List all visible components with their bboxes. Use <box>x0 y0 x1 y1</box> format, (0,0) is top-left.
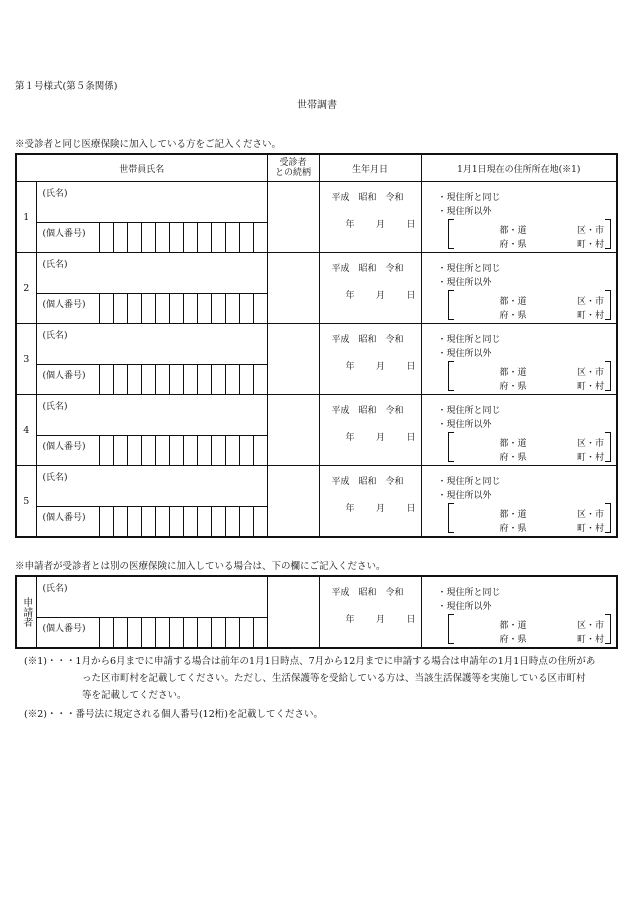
personal-number-label: (個人番号) <box>42 624 86 634</box>
ku-shi-label: 区・市 <box>577 297 605 307</box>
fu-ken-label: 府・県 <box>499 240 527 250</box>
same-address-option[interactable]: ・現住所と同じ <box>437 406 501 416</box>
digit-box[interactable] <box>183 618 197 647</box>
personal-number-label: (個人番号) <box>42 513 86 523</box>
digit-box[interactable] <box>211 436 225 465</box>
era-options[interactable]: 平成 昭和 令和 <box>331 264 404 274</box>
digit-box[interactable] <box>197 294 211 323</box>
personal-number-label: (個人番号) <box>42 300 86 310</box>
name-label: (氏名) <box>42 331 68 341</box>
right-bracket <box>605 219 611 249</box>
note-1-line-2: った区市町村を記載してください。ただし、生活保護等を受給している方は、当該生活保護等を実施している区市町村 <box>82 673 586 684</box>
row-number-2: 2 <box>16 253 36 324</box>
name-field[interactable] <box>36 395 267 436</box>
cho-son-label: 町・村 <box>577 382 605 392</box>
name-field[interactable] <box>36 182 267 223</box>
digit-box[interactable] <box>155 436 169 465</box>
ku-shi-label: 区・市 <box>577 226 605 236</box>
page-title: 世帯調書 <box>297 100 337 111</box>
era-options[interactable]: 平成 昭和 令和 <box>331 477 404 487</box>
address-field[interactable] <box>421 324 617 395</box>
to-do-label: 都・道 <box>499 368 527 378</box>
address-field[interactable] <box>421 253 617 324</box>
digit-box[interactable] <box>169 365 183 394</box>
digit-box[interactable] <box>183 294 197 323</box>
digit-box[interactable] <box>127 436 141 465</box>
fu-ken-label: 府・県 <box>499 635 527 645</box>
address-field[interactable] <box>421 182 617 253</box>
header-relationship <box>267 154 319 182</box>
day-label: 日 <box>406 362 416 372</box>
personal-number-field[interactable] <box>36 436 267 466</box>
digit-box[interactable] <box>225 294 239 323</box>
applicant-table <box>15 575 618 649</box>
digit-box[interactable] <box>169 618 183 647</box>
note-1-line-1: (※1)・・・1月から6月までに申請する場合は前年の1月1日時点、7月から12月までに申請する場合は申請年の1月1日時点の住所があ <box>24 656 596 667</box>
name-label: (氏名) <box>42 584 68 594</box>
address-field[interactable] <box>421 395 617 466</box>
relationship-field[interactable] <box>267 324 319 395</box>
digit-box[interactable] <box>183 223 197 252</box>
header-member-name: 世帯員氏名 <box>16 154 267 182</box>
day-label: 日 <box>406 433 416 443</box>
digit-box[interactable] <box>141 618 155 647</box>
era-options[interactable]: 平成 昭和 令和 <box>331 406 404 416</box>
digit-box[interactable] <box>113 436 127 465</box>
personal-number-label: (個人番号) <box>42 229 86 239</box>
digit-box[interactable] <box>127 618 141 647</box>
to-do-label: 都・道 <box>499 621 527 631</box>
digit-box[interactable] <box>155 294 169 323</box>
digit-box[interactable] <box>183 507 197 536</box>
other-address-option[interactable]: ・現住所以外 <box>437 602 492 612</box>
digit-box[interactable] <box>99 507 113 536</box>
note-2: (※2)・・・番号法に規定される個人番号(12桁)を記載してください。 <box>24 709 323 720</box>
fu-ken-label: 府・県 <box>499 453 527 463</box>
year-label: 年 <box>345 504 355 514</box>
digit-box[interactable] <box>155 507 169 536</box>
digit-box[interactable] <box>197 365 211 394</box>
instruction-text: ※受診者と同じ医療保険に加入している方をご記入ください。 <box>15 139 282 150</box>
digit-box[interactable] <box>141 365 155 394</box>
digit-box[interactable] <box>169 294 183 323</box>
same-address-option[interactable]: ・現住所と同じ <box>437 477 501 487</box>
header-relationship-line2: との続柄 <box>275 168 312 178</box>
cho-son-label: 町・村 <box>577 311 605 321</box>
digit-box[interactable] <box>211 507 225 536</box>
month-label: 月 <box>376 362 386 372</box>
year-label: 年 <box>345 291 355 301</box>
applicant-instruction: ※申請者が受診者とは別の医療保険に加入している場合は、下の欄にご記入ください。 <box>15 561 386 572</box>
digit-box[interactable] <box>113 365 127 394</box>
other-address-option[interactable]: ・現住所以外 <box>437 278 492 288</box>
digit-box[interactable] <box>127 365 141 394</box>
name-label: (氏名) <box>42 189 68 199</box>
digit-box[interactable] <box>211 294 225 323</box>
relationship-field[interactable] <box>267 395 319 466</box>
digit-box[interactable] <box>113 223 127 252</box>
digit-box[interactable] <box>253 618 267 647</box>
right-bracket <box>605 614 611 644</box>
digit-box[interactable] <box>239 618 253 647</box>
digit-box[interactable] <box>99 223 113 252</box>
digit-box[interactable] <box>113 618 127 647</box>
digit-box[interactable] <box>253 223 267 252</box>
digit-box[interactable] <box>197 618 211 647</box>
digit-box[interactable] <box>127 223 141 252</box>
personal-number-field[interactable] <box>36 223 267 253</box>
digit-box[interactable] <box>99 294 113 323</box>
day-label: 日 <box>406 220 416 230</box>
cho-son-label: 町・村 <box>577 240 605 250</box>
digit-box[interactable] <box>183 436 197 465</box>
name-field[interactable] <box>36 576 267 618</box>
year-label: 年 <box>345 615 355 625</box>
to-do-label: 都・道 <box>499 510 527 520</box>
ku-shi-label: 区・市 <box>577 510 605 520</box>
era-options[interactable]: 平成 昭和 令和 <box>331 335 404 345</box>
note-1-line-3: 等を記載してください。 <box>82 690 187 701</box>
digit-box[interactable] <box>239 223 253 252</box>
cho-son-label: 町・村 <box>576 635 604 645</box>
name-field[interactable] <box>36 466 267 507</box>
other-address-option[interactable]: ・現住所以外 <box>437 491 492 501</box>
header-address: 1月1日現在の住所所在地(※1) <box>421 154 617 182</box>
header-relationship-line1: 受診者 <box>279 157 307 168</box>
form-number: 第１号様式(第５条関係) <box>15 81 118 92</box>
row-number-4: 4 <box>16 395 36 466</box>
fu-ken-label: 府・県 <box>499 382 527 392</box>
birth-date-field[interactable] <box>319 324 421 395</box>
cho-son-label: 町・村 <box>577 453 605 463</box>
birth-date-field[interactable] <box>319 253 421 324</box>
digit-box[interactable] <box>239 365 253 394</box>
month-label: 月 <box>376 504 386 514</box>
day-label: 日 <box>406 615 416 625</box>
other-address-option[interactable]: ・現住所以外 <box>437 349 492 359</box>
digit-box[interactable] <box>253 507 267 536</box>
personal-number-field[interactable] <box>36 618 267 649</box>
digit-box[interactable] <box>253 365 267 394</box>
digit-box[interactable] <box>127 507 141 536</box>
to-do-label: 都・道 <box>499 439 527 449</box>
ku-shi-label: 区・市 <box>577 368 605 378</box>
fu-ken-label: 府・県 <box>499 524 527 534</box>
address-field[interactable] <box>421 576 617 648</box>
digit-box[interactable] <box>211 365 225 394</box>
month-label: 月 <box>376 433 386 443</box>
digit-box[interactable] <box>169 436 183 465</box>
digit-box[interactable] <box>155 223 169 252</box>
digit-box[interactable] <box>127 294 141 323</box>
name-field[interactable] <box>36 253 267 294</box>
digit-box[interactable] <box>141 507 155 536</box>
row-number-1: 1 <box>16 182 36 253</box>
digit-box[interactable] <box>253 294 267 323</box>
same-address-option[interactable]: ・現住所と同じ <box>437 193 501 203</box>
cho-son-label: 町・村 <box>577 524 605 534</box>
header-birth-date: 生年月日 <box>319 154 421 182</box>
digit-box[interactable] <box>99 436 113 465</box>
to-do-label: 都・道 <box>499 297 527 307</box>
row-number-5: 5 <box>16 466 36 538</box>
other-address-option[interactable]: ・現住所以外 <box>437 420 492 430</box>
address-field[interactable] <box>421 466 617 538</box>
digit-box[interactable] <box>211 223 225 252</box>
era-options[interactable]: 平成 昭和 令和 <box>331 193 404 203</box>
digit-box[interactable] <box>99 618 113 647</box>
right-bracket <box>605 503 611 533</box>
digit-box[interactable] <box>169 223 183 252</box>
right-bracket <box>605 361 611 391</box>
left-bracket <box>448 361 454 391</box>
digit-box[interactable] <box>141 436 155 465</box>
left-bracket <box>448 614 454 644</box>
month-label: 月 <box>375 615 385 625</box>
name-label: (氏名) <box>42 402 68 412</box>
digit-box[interactable] <box>225 507 239 536</box>
name-label: (氏名) <box>42 473 68 483</box>
digit-box[interactable] <box>113 294 127 323</box>
relationship-field[interactable] <box>267 576 319 648</box>
day-label: 日 <box>406 291 416 301</box>
name-label: (氏名) <box>42 260 68 270</box>
left-bracket <box>448 503 454 533</box>
year-label: 年 <box>345 362 355 372</box>
day-label: 日 <box>406 504 416 514</box>
relationship-field[interactable] <box>267 253 319 324</box>
fu-ken-label: 府・県 <box>499 311 527 321</box>
year-label: 年 <box>345 433 355 443</box>
left-bracket <box>448 432 454 462</box>
digit-box[interactable] <box>253 436 267 465</box>
digit-box[interactable] <box>239 507 253 536</box>
personal-number-label: (個人番号) <box>42 442 86 452</box>
digit-box[interactable] <box>155 618 169 647</box>
personal-number-label: (個人番号) <box>42 371 86 381</box>
digit-box[interactable] <box>239 436 253 465</box>
digit-box[interactable] <box>239 294 253 323</box>
left-bracket <box>448 219 454 249</box>
birth-date-field[interactable] <box>319 182 421 253</box>
household-table <box>15 153 618 538</box>
digit-box[interactable] <box>141 294 155 323</box>
row-number-3: 3 <box>16 324 36 395</box>
birth-date-field[interactable] <box>319 466 421 538</box>
same-address-option[interactable]: ・現住所と同じ <box>437 335 501 345</box>
digit-box[interactable] <box>183 365 197 394</box>
same-address-option[interactable]: ・現住所と同じ <box>437 588 501 598</box>
birth-date-field[interactable] <box>319 395 421 466</box>
digit-box[interactable] <box>225 365 239 394</box>
ku-shi-label: 区・市 <box>576 621 604 631</box>
month-label: 月 <box>376 291 386 301</box>
digit-box[interactable] <box>155 365 169 394</box>
relationship-field[interactable] <box>267 182 319 253</box>
ku-shi-label: 区・市 <box>577 439 605 449</box>
name-field[interactable] <box>36 324 267 365</box>
applicant-label: 申請者 <box>16 576 36 648</box>
year-label: 年 <box>345 220 355 230</box>
left-bracket <box>448 290 454 320</box>
birth-date-field[interactable] <box>319 576 421 648</box>
digit-box[interactable] <box>99 365 113 394</box>
digit-box[interactable] <box>197 436 211 465</box>
digit-box[interactable] <box>197 223 211 252</box>
personal-number-field[interactable] <box>36 365 267 395</box>
digit-box[interactable] <box>197 507 211 536</box>
same-address-option[interactable]: ・現住所と同じ <box>437 264 501 274</box>
relationship-field[interactable] <box>267 466 319 538</box>
digit-box[interactable] <box>225 436 239 465</box>
right-bracket <box>605 432 611 462</box>
other-address-option[interactable]: ・現住所以外 <box>437 207 492 217</box>
month-label: 月 <box>376 220 386 230</box>
digit-box[interactable] <box>225 223 239 252</box>
era-options[interactable]: 平成 昭和 令和 <box>331 588 404 598</box>
digit-box[interactable] <box>169 507 183 536</box>
digit-box[interactable] <box>225 618 239 647</box>
digit-box[interactable] <box>141 223 155 252</box>
digit-box[interactable] <box>113 507 127 536</box>
right-bracket <box>605 290 611 320</box>
to-do-label: 都・道 <box>499 226 527 236</box>
personal-number-field[interactable] <box>36 507 267 538</box>
digit-box[interactable] <box>211 618 225 647</box>
personal-number-field[interactable] <box>36 294 267 324</box>
